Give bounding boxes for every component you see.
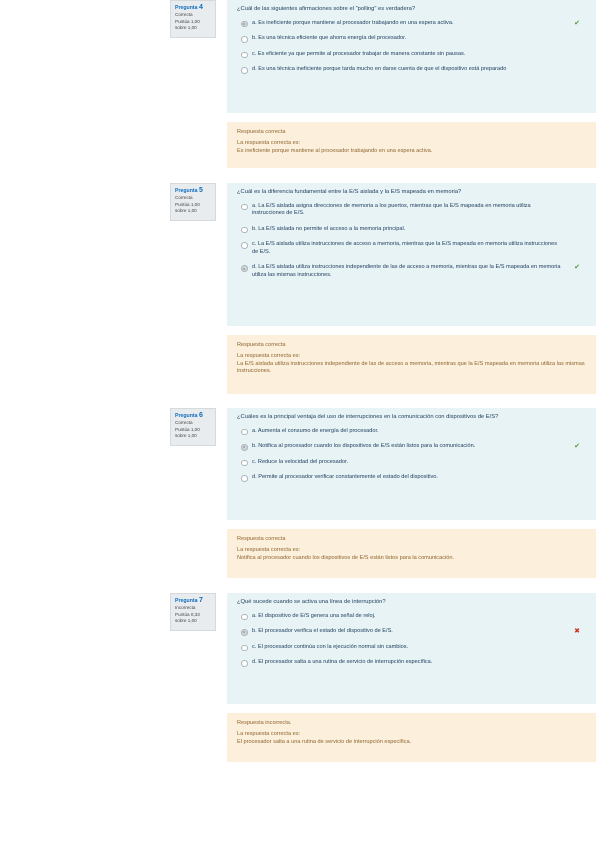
answer-option-b[interactable] xyxy=(237,35,586,43)
check-icon: ✔ xyxy=(574,19,580,27)
radio-button[interactable] xyxy=(241,204,248,211)
radio-button[interactable] xyxy=(241,444,248,451)
feedback-7 xyxy=(227,713,596,762)
feedback-answer: El procesador salta a una rutina de servicio de interrupción específica. xyxy=(237,738,412,745)
question-info-7 xyxy=(170,593,216,631)
question-text: ¿Cuál es la diferencia fundamental entre la E/S aislada y la E/S mapeada en memoria? xyxy=(237,189,462,195)
feedback-4 xyxy=(227,122,596,168)
question-number: 4 xyxy=(198,4,203,11)
question-max-score: sobre 1,00 xyxy=(175,433,197,439)
answer-text: a. Es ineficiente porque mantiene al procesador trabajando en una espera activa. xyxy=(252,19,454,26)
answer-option-c[interactable] xyxy=(237,459,586,467)
question-score: Puntúa 1,00 xyxy=(175,201,200,207)
answer-text: b. El procesador verifica el estado del dispositivo de E/S. xyxy=(252,628,393,635)
radio-button[interactable] xyxy=(241,36,248,43)
question-content-7 xyxy=(227,593,596,704)
feedback-status: Respuesta correcta xyxy=(237,536,286,542)
answer-text: a. El dispositivo de E/S genera una señal de reloj. xyxy=(252,612,376,619)
radio-button[interactable] xyxy=(241,614,248,621)
answer-option-b[interactable] xyxy=(237,628,586,636)
question-score: Puntúa 0,33 xyxy=(175,611,200,617)
answer-text: b. Notifica al procesador cuando los dispositivos de E/S están listos para la comunicación. xyxy=(252,443,476,450)
feedback-status: Respuesta correcta xyxy=(237,129,286,135)
answer-option-c[interactable] xyxy=(237,644,586,652)
answer-text: d. El procesador salta a una rutina de servicio de interrupción específica. xyxy=(252,659,433,666)
answer-option-d[interactable] xyxy=(237,659,586,667)
feedback-answer: La E/S aislada utiliza instrucciones independiente de las de acceso a memoria, mientras que la E/S mapeada en memoria utiliza las mismas instrucciones. xyxy=(237,360,585,375)
question-state: Incorrecta xyxy=(175,604,196,610)
radio-button[interactable] xyxy=(241,660,248,667)
question-content-5 xyxy=(227,183,596,326)
answer-text: d. Es una técnica ineficiente porque tarda mucho en darse cuenta de que el dispositivo está preparado xyxy=(252,66,507,73)
answer-text: c. La E/S aislada utiliza instrucciones de acceso a memoria, mientras que la E/S mapeada en memoria utiliza instrucciones de E/S. xyxy=(252,241,558,255)
answer-text: a. La E/S aislada asigna direcciones de memoria a los puertos, mientras que la E/S mapeada en memoria utiliza instrucciones de E/S. xyxy=(252,202,531,217)
radio-button[interactable] xyxy=(241,227,248,234)
question-state: Correcta xyxy=(175,419,193,425)
radio-button[interactable] xyxy=(241,429,248,436)
question-max-score: sobre 1,00 xyxy=(175,208,197,214)
feedback-6 xyxy=(227,529,596,578)
question-label: Pregunta xyxy=(175,598,198,604)
answer-text: d. La E/S aislada utiliza instrucciones independiente de las de acceso a memoria, mientras que la E/S mapeada en memoria utiliza las mismas instrucciones. xyxy=(252,264,561,279)
question-label: Pregunta xyxy=(175,188,198,194)
answer-option-a[interactable] xyxy=(237,428,586,436)
feedback-answer: Notifica al procesador cuando los dispositivos de E/S están listos para la comunicación. xyxy=(237,554,455,561)
feedback-label: La respuesta correcta es: xyxy=(237,353,301,360)
feedback-label: La respuesta correcta es: xyxy=(237,731,301,738)
question-info-6 xyxy=(170,408,216,446)
question-state: Correcta xyxy=(175,194,193,200)
answer-text: c. El procesador continúa con la ejecución normal sin cambios. xyxy=(252,643,409,650)
answer-option-a[interactable] xyxy=(237,20,586,28)
answer-text: b. Es una técnica eficiente que ahorra energía del procesador. xyxy=(252,35,407,42)
question-label: Pregunta xyxy=(175,413,198,419)
question-info-5 xyxy=(170,183,216,221)
answer-text: c. Reduce la velocidad del procesador. xyxy=(252,458,349,465)
question-text: ¿Cuáles es la principal ventaja del uso de interrupciones en la comunicación con dispositivos de E/S? xyxy=(237,414,499,420)
question-max-score: sobre 1,00 xyxy=(175,25,197,31)
check-icon: ✔ xyxy=(574,264,580,272)
answer-option-d[interactable] xyxy=(237,66,586,74)
feedback-answer: Es ineficiente porque mantiene al procesador trabajando en una espera activa. xyxy=(237,147,433,154)
radio-button[interactable] xyxy=(241,645,248,652)
question-label: Pregunta xyxy=(175,5,198,11)
answer-option-b[interactable] xyxy=(237,226,586,234)
radio-button[interactable] xyxy=(241,475,248,482)
question-content-4 xyxy=(227,0,596,113)
feedback-label: La respuesta correcta es: xyxy=(237,547,301,554)
cross-icon: ✖ xyxy=(574,628,580,636)
radio-button[interactable] xyxy=(241,67,248,74)
feedback-status: Respuesta correcta xyxy=(237,342,286,348)
answer-text: d. Permite al procesador verificar constantemente el estado del dispositivo. xyxy=(252,474,438,481)
question-max-score: sobre 1,00 xyxy=(175,618,197,624)
answer-option-a[interactable] xyxy=(237,203,586,218)
answer-option-b[interactable] xyxy=(237,443,586,451)
answer-option-d[interactable] xyxy=(237,264,586,279)
radio-button[interactable] xyxy=(241,629,248,636)
question-score: Puntúa 1,00 xyxy=(175,426,200,432)
question-text: ¿Cuál de las siguientes afirmaciones sobre el "polling" es verdadera? xyxy=(237,6,416,12)
question-number: 5 xyxy=(198,187,203,194)
question-number: 7 xyxy=(198,597,203,604)
feedback-5 xyxy=(227,335,596,394)
answer-option-c[interactable] xyxy=(237,241,586,256)
radio-button[interactable] xyxy=(241,460,248,467)
radio-button[interactable] xyxy=(241,52,248,59)
answer-option-c[interactable] xyxy=(237,51,586,59)
radio-button[interactable] xyxy=(241,265,248,272)
question-score: Puntúa 1,00 xyxy=(175,18,200,24)
question-content-6 xyxy=(227,408,596,520)
answer-text: a. Aumenta el consumo de energía del procesador. xyxy=(252,427,379,434)
feedback-status: Respuesta incorrecta. xyxy=(237,720,292,726)
radio-button[interactable] xyxy=(241,21,248,28)
radio-button[interactable] xyxy=(241,242,248,249)
question-info-4 xyxy=(170,0,216,38)
answer-text: c. Es eficiente ya que permite al procesador trabajar de manera constante sin pausas. xyxy=(252,50,466,57)
question-state: Correcta xyxy=(175,11,193,17)
answer-text: b. La E/S aislada no permite el acceso a la memoria principal. xyxy=(252,225,406,232)
answer-option-a[interactable] xyxy=(237,613,586,621)
question-text: ¿Qué sucede cuando se activa una línea de interrupción? xyxy=(237,599,386,605)
answer-option-d[interactable] xyxy=(237,474,586,482)
question-number: 6 xyxy=(198,412,203,419)
check-icon: ✔ xyxy=(574,443,580,451)
feedback-label: La respuesta correcta es: xyxy=(237,140,301,147)
